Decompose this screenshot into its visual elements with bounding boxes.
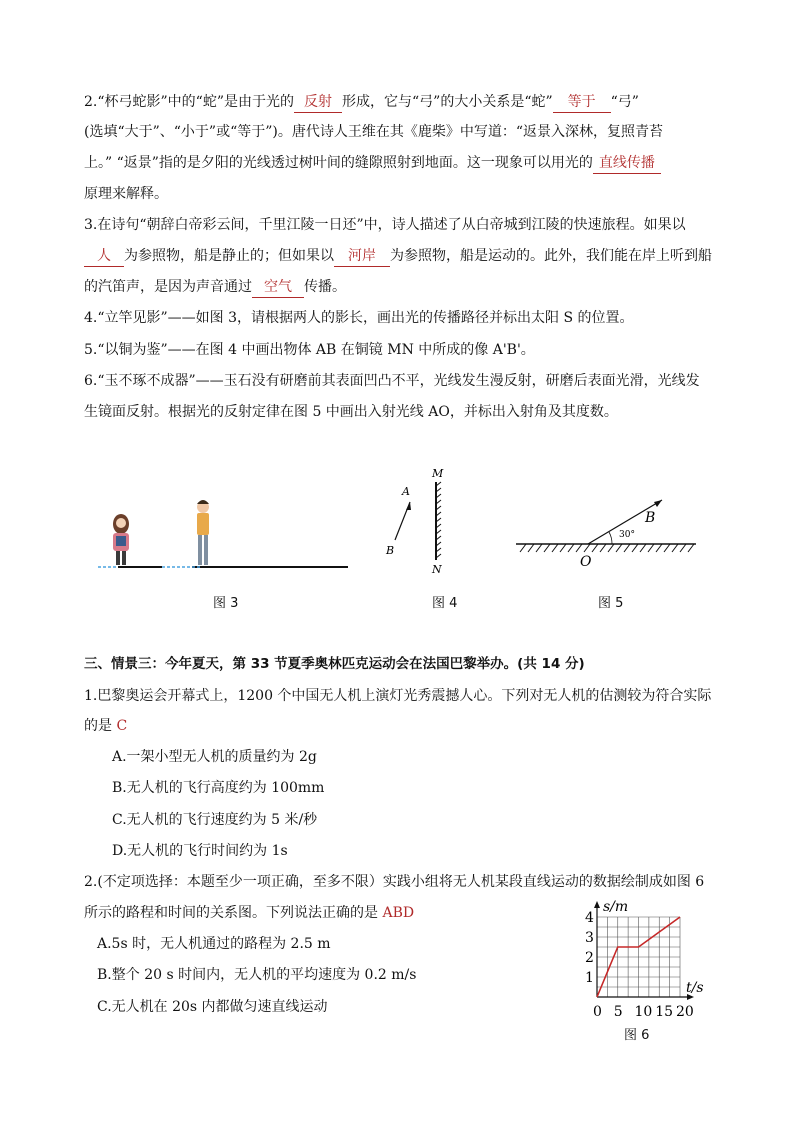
s3q1-option-a: A.一架小型无人机的质量约为 2g — [112, 749, 317, 765]
q2-answer-2: 等于 — [553, 92, 611, 113]
chart-y-label: s/m — [603, 899, 629, 915]
chart-x-tick-label: 20 — [676, 1004, 694, 1020]
q5-text: 5.“以铜为鉴”——在图 4 中画出物体 AB 在铜镜 MN 中所成的像 A'B'。 — [84, 342, 535, 358]
label-B: B — [386, 544, 395, 557]
q2-answer-1: 反射 — [294, 92, 342, 113]
q3-answer-3: 空气 — [252, 277, 304, 298]
q4-text: 4.“立竿见影”——如图 3，请根据两人的影长，画出光的传播路径并标出太阳 S 的位置。 — [84, 310, 634, 326]
chart-x-label: t/s — [686, 980, 704, 996]
fig6-caption: 图 6 — [624, 1028, 650, 1043]
q2-text: 形成，它与“弓”的大小关系是“蛇” — [342, 94, 553, 110]
chart-y-tick-label: 3 — [585, 930, 594, 946]
q3-text: 为参照物，船是运动的。此外，我们能在岸上听到船 — [390, 248, 712, 264]
section-3-heading: 三、情景三：今年夏天，第 33 节夏季奥林匹克运动会在法国巴黎举办。(共 14 分) — [84, 656, 585, 672]
q2-line-2: (选填“大于”、“小于”或“等于”)。唐代诗人王维在其《鹿柴》中写道：“返景入深林，复照青苔 — [84, 124, 664, 140]
chart-y-tick-label: 1 — [585, 970, 594, 986]
s3q2-line-1: 2.(不定项选择：本题至少一项正确，至多不限）实践小组将无人机某段直线运动的数据绘制成如图 6 — [84, 874, 705, 890]
chart-x-tick-label: 15 — [655, 1004, 674, 1020]
chart-y-tick-label: 4 — [585, 910, 594, 926]
s3q1-line-1: 1.巴黎奥运会开幕式上，1200 个中国无人机上演灯光秀震撼人心。下列对无人机的估测较为符合实际 — [84, 688, 712, 704]
fig5-caption: 图 5 — [598, 596, 624, 611]
label-N: N — [432, 563, 442, 576]
chart-x-tick-label: 0 — [593, 1004, 602, 1020]
s3q2-text: 所示的路程和时间的关系图。下列说法正确的是 — [84, 905, 378, 921]
s3q1-text: 的是 — [84, 718, 112, 734]
q2-text: 上。” “返景”指的是夕阳的光线透过树叶间的缝隙照射到地面。这一现象可以用光的 — [84, 155, 593, 171]
fig3-caption: 图 3 — [213, 596, 239, 611]
q3-answer-1: 人 — [84, 246, 124, 267]
q6-line-1: 6.“玉不琢不成器”——玉石没有研磨前其表面凹凸不平，光线发生漫反射，研磨后表面光滑，光线发 — [84, 373, 700, 389]
q3-answer-2: 河岸 — [334, 246, 390, 267]
q3-text: 传播。 — [304, 279, 346, 295]
s3q1-option-b: B.无人机的飞行高度约为 100mm — [112, 780, 325, 796]
s3q2-option-a: A.5s 时，无人机通过的路程为 2.5 m — [97, 936, 331, 952]
label-B5: B — [645, 510, 656, 526]
q2-text: 2.“杯弓蛇影”中的“蛇”是由于光的 — [84, 94, 294, 110]
chart-y-arrow — [594, 901, 600, 908]
q2-text: “弓” — [610, 94, 639, 110]
label-A: A — [402, 485, 410, 498]
label-O: O — [580, 554, 592, 570]
q3-text: 的汽笛声，是因为声音通过 — [84, 279, 252, 295]
s3q1-answer: C — [116, 718, 128, 734]
angle-label: 30° — [619, 530, 635, 540]
q3-line-1: 3.在诗句“朝辞白帝彩云间，千里江陵一日还”中，诗人描述了从白帝城到江陵的快速旅程。如果以 — [84, 217, 686, 233]
chart-y-tick-label: 2 — [585, 950, 594, 966]
q2-line-4: 原理来解释。 — [84, 186, 168, 202]
q2-answer-3: 直线传播 — [593, 153, 661, 174]
chart-x-tick-label: 5 — [613, 1004, 623, 1020]
q3-text: 为参照物，船是静止的；但如果以 — [124, 248, 334, 264]
chart-x-tick-label: 10 — [634, 1004, 653, 1020]
s3q2-option-c: C.无人机在 20s 内都做匀速直线运动 — [97, 999, 328, 1015]
s3q1-option-c: C.无人机的飞行速度约为 5 米/秒 — [112, 812, 318, 828]
label-M: M — [432, 467, 444, 480]
q6-line-2: 生镜面反射。根据光的反射定律在图 5 中画出入射光线 AO，并标出入射角及其度数。 — [84, 404, 618, 420]
s3q2-answer: ABD — [382, 905, 415, 921]
fig4-caption: 图 4 — [432, 596, 458, 611]
s3q1-option-d: D.无人机的飞行时间约为 1s — [112, 843, 288, 859]
s3q2-option-b: B.整个 20 s 时间内，无人机的平均速度为 0.2 m/s — [97, 967, 417, 983]
